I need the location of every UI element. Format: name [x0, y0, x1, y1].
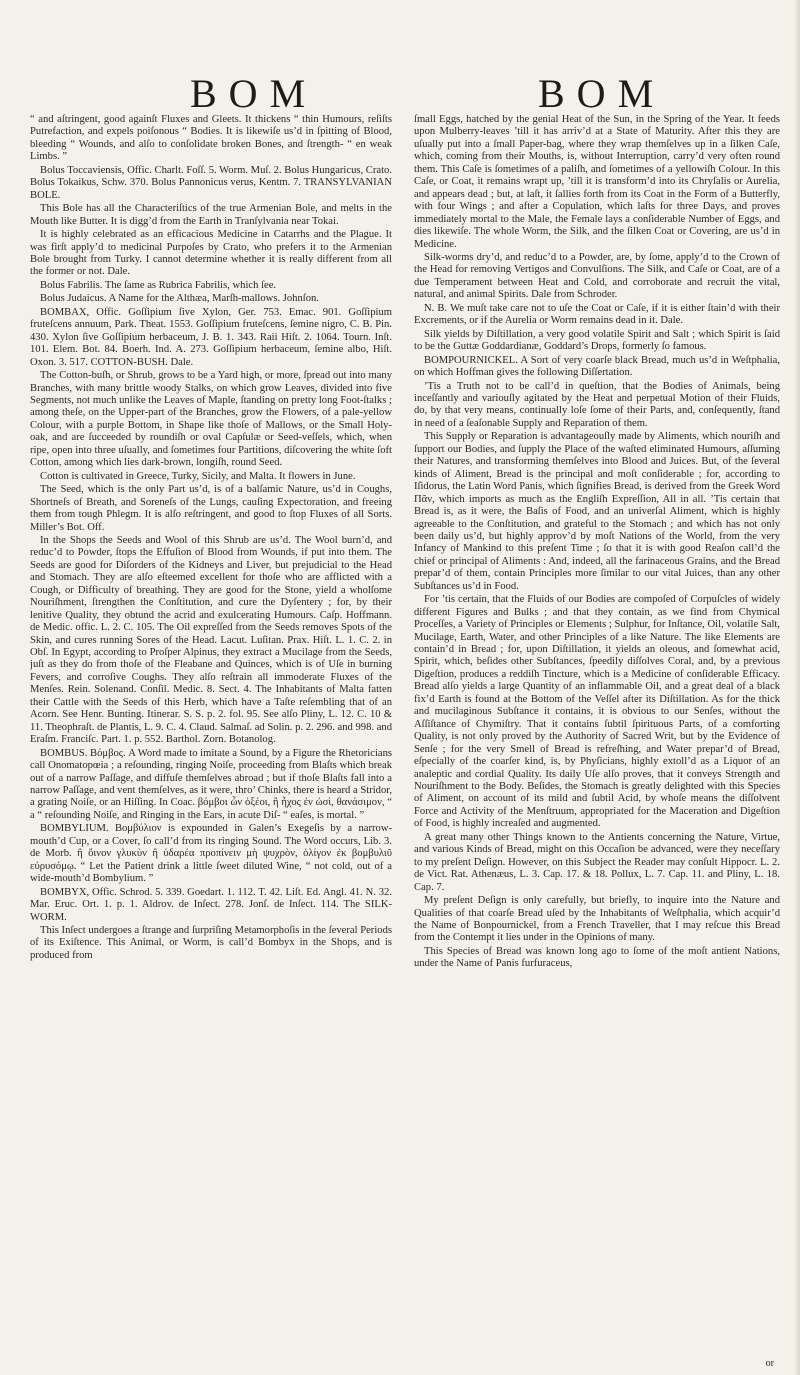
- paragraph: ſmall Eggs, hatched by the genial Heat of the Sun, in the Spring of the Year. It feeds upon Mulberry-leaves ’till it has arriv’d at a State of Maturity. After this they are uſually put into a ſmall Paper-bag, where they wrap themſelves up in a ſilken Caſe, which, coming from their Mouths, is, without Interruption, carry’d very often round them. This Caſe is ſometimes of a paliſh, and ſometimes of a yellowiſh Colour. In this Caſe, or Coat, it remains wrapt up, ’till it is transform’d into its Chryſalis or Aurelia, and appears dead ; but, at laſt, it ſallies forth from its Coat in the Form of a Butterfly, with four Wings ; and after a Copulation, which laſts for three Days, and proves immediately mortal to the Male, the Female lays a conſiderable Number of Eggs, and dies likewiſe. The whole Worm, the Silk, and the ſilken Coat or Covering, are us’d in Medicine.: [414, 114, 780, 250]
- paragraph: The Seed, which is the only Part us’d, is of a balſamic Nature, us’d in Coughs, Shortneſs of Breath, and Soreneſs of the Lungs, cauſing Expectoration, and freeing them from tough Phlegm. It is alſo reſtringent, and good to ſtop Fluxes of all Sorts. Miller’s Bot. Off.: [30, 484, 392, 533]
- paragraph: Bolus Judaicus. A Name for the Althæa, Marſh-mallows. Johnſon.: [40, 293, 319, 305]
- catchword: or: [765, 1358, 774, 1369]
- paragraph: BOMBYX, Offic. Schrod. 5. 339. Goedart. 1. 112. T. 42. Liſt. Ed. Angl. 41. N. 32. Mar. Eruc. Ort. 1. p. 1. Aldrov. de Inſect. 278. Jonſ. de Inſect. 114. The SILK-WORM.: [30, 886, 392, 923]
- paragraph: BOMPOURNICKEL. A Sort of very coarſe black Bread, much us’d in Weſtphalia, on which Hoffman gives the following Diſſertation.: [414, 354, 780, 379]
- paragraph: This Inſect undergoes a ſtrange and ſurpriſing Metamorphoſis in the ſeveral Periods of its Exiſtence. This Animal, or Worm, is call’d Bombyx in the Shops, and is produced from: [30, 925, 392, 961]
- right-column: [414, 114, 780, 1355]
- running-head-left: BOM: [190, 71, 318, 116]
- paragraph: BOMBUS. Βόμβος. A Word made to imitate a Sound, by a Figure the Rhetoricians call Onomatopœia ; a reſounding, ringing Noiſe, proceeding from Blaſts which break out of a narrow Paſſage, and diffuſe themſelves abroad ; but if thoſe Blaſts fall into a narrow Paſſage, and vent themſelves, as it were, thro’ Chinks, there is heard a Stridor, a grating Noiſe, or an Hiſſing. In Coac. βόμβοι ὦν ὀξέοι, ἢ ἦχος ἐν ὠσὶ, θανάσιμον, “ a “ reſounding Noiſe, and Ringing in the Ears, in acute Diſ- “ eaſes, is mortal. ”: [30, 747, 392, 821]
- paragraph: The Cotton-buſh, or Shrub, grows to be a Yard high, or more, ſpread out into many Branches, with many brittle woody Stalks, on which grow Leaves, divided into five Segments, not much unlike the Leaves of Maple, ſtanding on pretty long Foot-ſtalks ; among theſe, on the Upper-part of the Branches, grow the Flowers, of a pale-yellow Colour, with a purple Bottom, in Shape like thoſe of Mallows, or the Small Holy-oak, and are ſucceeded by roundiſh or oval Capſulæ or Seed-veſſels, which, when ripe, open into three uſually, and ſometimes four Partitions, diſcovering the white ſoft Cotton, among which lies dark-brown, longiſh, round Seed.: [30, 370, 392, 469]
- paragraph: N. B. We muſt take care not to uſe the Coat or Caſe, if it is either ſtain’d with their Excrements, or if the Aurelia or Worm remains dead in it. Dale.: [414, 302, 780, 327]
- paragraph: BOMBYLIUM. Βομβύλιον is expounded in Galen’s Exegeſis by a narrow-mouth’d Cup, or a Cover, ſo call’d from its ringing Sound. The Word occurs, Lib. 3. de Morb. ἢ ὄινον γλυκὺν ἢ ὑδαρέα προπίνειν μὴ ψυχρὸν, ὀλίγον ἐκ βομβυλιῦ εὐρυσόμῳ. “ Let the Patient drink a little ſweet diluted Wine, “ not cold, out of a wide-mouth’d Bombylium. ”: [30, 823, 392, 885]
- paragraph: BOMBAX, Offic. Goſſipium ſive Xylon, Ger. 753. Emac. 901. Goſſipium fruteſcens annuum, Park. Theat. 1553. Goſſipium fruteſcens, ſemine nigro, C. B. Pin. 430. Xylon ſive Goſſipium herbaceum, J. B. 1. 343. Raii Hiſt. 2. 1064. Tourn. Inſt. 101. Elem. Bot. 84. Boerh. Ind. A. 273. Goſſipium herbaceum, ſemine albo, Hiſt. Oxon. 3. 517. COTTON-BUSH. Dale.: [30, 306, 392, 368]
- paragraph: Silk yields by Diſtillation, a very good volatile Spirit and Salt ; which Spirit is ſaid to be the Guttæ Goddardianæ, Goddard’s Drops, formerly ſo famous.: [414, 328, 780, 353]
- paragraph: Bolus Toccaviensis, Offic. Charlt. Foſſ. 5. Worm. Muſ. 2. Bolus Hungaricus, Crato. Bolus Tokaikus, Schw. 370. Bolus Pannonicus verus, Kentm. 7. TRANSYLVANIAN BOLE.: [30, 164, 392, 201]
- left-column: [30, 114, 392, 1355]
- paragraph: Silk-worms dry’d, and reduc’d to a Powder, are, by ſome, apply’d to the Crown of the Head for removing Vertigos and Convulſions. The Silk, and Caſe or Coat, are of a due Temperament between Heat and Cold, and corroborate and recruit the vital, natural, and animal Spirits. Dale from Schroder.: [414, 251, 780, 301]
- paragraph: For ’tis certain, that the Fluids of our Bodies are compoſed of Corpuſcles of widely different Figures and Bulks ; and that they contain, as we find from Chymical Proceſſes, a Variety of Principles or Elements ; Sulphur, for Inſtance, Oil, volatile Salt, Mucilage, Earth, Water, and other Principles of a like Nature. The like Elements are contain’d in Bread ; for, upon Diſtillation, it yields an oleous, and ſomewhat acid, Spirit, which, beſides other Subſtances, ſpeedily diſſolves Coral, and, by a previous Digeſtion, produces a reddiſh Tincture, which is a Medicine of conſiderable Efficacy. Bread alſo yields a large Quantity of an inflammable Oil, and a great deal of a black fix’d Earth is found at the Bottom of the Veſſel after its Diſtillation. As for the thick and mucilaginous Subſtance it contains, it is obvious to our Senſes, without the Aſſiſtance of Chymiſtry. That it contains ſubtil ſpirituous Parts, of a comforting Quality, is not only proved by the Authority of Sacred Writ, but by the Evidence of Senſe ; for the very Smell of Bread is refreſhing, and Water prepar’d of Bread, eſpecially of the coarſer kind, is, by Phyſicians, highly extoll’d as a Liquor of an analeptic and cordial Quality. Its daily Uſe alſo proves, that it conveys Strength and Nouriſhment to the Body. Beſides, the Stomach is greatly delighted with this Species of Aliment, on account of its mild and ſubtil Acid, by whoſe means the diſſolvent Force and Activity of the Menſtruum, appropriated for the Maceration and Digeſtion of Food, is highly increaſed and augmented.: [414, 594, 780, 830]
- paragraph: My preſent Deſign is only carefully, but briefly, to inquire into the Nature and Qualities of that coarſe Bread uſed by the Inhabitants of Weſtphalia, which acquir’d the Name of Bonpournickel, from a French Traveller, that I may reſcue this Bread from the Contempt it lies under in the Opinions of many.: [414, 895, 780, 944]
- paragraph: In the Shops the Seeds and Wool of this Shrub are us’d. The Wool burn’d, and reduc’d to Powder, ſtops the Effuſion of Blood from Wounds, if put into them. The Seeds are good for Diſorders of the Kidneys and Liver, but prejudicial to the Head and Stomach. They are alſo eſteemed excellent for thoſe who are afflicted with a Cough, or Difficulty of breathing. They are good for the Stone, yield a wholſome Nouriſhment, ſtrengthen the Conſtitution, and cure the Dyſentery ; for, by their lenitive Quality, they obtund the acrid and exulcerating Humours. Caſp. Hoffmann. de Medic. offic. L. 2. C. 105. The Oil expreſſed from the Seeds removes Spots of the Skin, and cures running Sores of the Head. Lacut. Luſitan. Prax. Hiſt. L. 1. C. 2. in Obſ. In Egypt, according to Proſper Alpinus, they extract a Mucilage from the Seeds, juſt as they do from thoſe of the Fleabane and Quinces, which is of Uſe in burning Fevers, and corroſive Coughs. They alſo reſtrain all immoderate Fluxes of the Menſes. Rein. Solenand. Conſil. Medic. 8. Sect. 4. The Inhabitants of Malta fatten their Cattle with the Seeds of this Herb, which have a Taſte reſembling that of an Acorn. See Henr. Bunting. Itinerar. S. S. p. 2. fol. 95. See alſo Pliny, L. 12. C. 10 & 11. Theophraſt. de Plantis, L. 9. C. 4. Claud. Salmaſ. ad Solin. p. 2. 296. and 998. and Eraſm. Franciſc. Part. 1. p. 552. Barthol. Zorn. Botanolog.: [30, 534, 392, 746]
- paragraph: ’Tis a Truth not to be call’d in queſtion, that the Bodies of Animals, being inceſſantly and variouſly agitated by the Heat and perpetual Motion of their Fluids, do, by that very means, continually loſe ſome of their Parts, and, conſequently, ſtand in need of a ſeaſonable Supply and Reparation of them.: [414, 380, 780, 429]
- running-head-right: BOM: [538, 71, 666, 116]
- paragraph: This Supply or Reparation is advantageouſly made by Aliments, which nouriſh and ſupport our Bodies, and ſupply the Place of the waſted eliminated Humours, aſſuming their Natures, and transforming themſelves into Blood and Juices. But, of the ſeveral kinds of Aliment, Bread is the principal and moſt conſiderable ; for, according to Iſidorus, the Latin Word Panis, which ſignifies Bread, is derived from the Greek Word Πᾶν, which imports as much as the Engliſh Expreſſion, All in all. ’Tis certain that Bread is, as it were, the Baſis of Food, and an univerſal Aliment, which is highly agreeable to the Conſtitution, and grateful to the Stomach ; and which has not only been daily us’d, but highly approv’d by moſt Nations of the World, from the very Infancy of Mankind to this preſent Time ; ſo that it is with good Reaſon call’d the chief or principal of Aliments : And, indeed, all the farinaceous Grains, and the Bread prepar’d of them, contain Principles more ſimilar to our vital Juices, than any other Subſtances us’d in Food.: [414, 431, 780, 592]
- paragraph: A great many other Things known to the Antients concerning the Nature, Virtue, and various Kinds of Bread, might on this Occaſion be advanced, were they neceſſary to my preſent Deſign. However, on this Subject the Reader may conſult Hippocr. L. 2. de Vict. Rat. Athenæus, L. 3. Cap. 17. & 18. Pollux, L. 7. Cap. 11. and Pliny, L. 18. Cap. 7.: [414, 831, 780, 893]
- paragraph: This Bole has all the Characteriſtics of the true Armenian Bole, and melts in the Mouth like Butter. It is digg’d from the Earth in Tranſylvania near Tokai.: [30, 203, 392, 227]
- binding-edge: [794, 0, 800, 1375]
- paragraph: Bolus Fabrilis. The ſame as Rubrica Fabrilis, which ſee.: [40, 279, 277, 291]
- paragraph: This Species of Bread was known long ago to ſome of the moſt antient Nations, under the Name of Panis furfuraceus,: [414, 945, 780, 970]
- paragraph: It is highly celebrated as an efficacious Medicine in Catarrhs and the Plague. It was firſt apply’d to medicinal Purpoſes by Crato, who prefers it to the Armenian Bole brought from Turky. I cannot determine whether it is really different from all the former or not. Dale.: [30, 229, 392, 278]
- paragraph: Cotton is cultivated in Greece, Turky, Sicily, and Malta. It flowers in June.: [40, 470, 356, 482]
- paragraph: “ and aſtringent, good againſt Fluxes and Gleets. It thickens “ thin Humours, reſiſts Putrefaction, and expels poiſonous “ Bodies. It is likewiſe us’d in ſpitting of Blood, bleeding “ Wounds, and alſo to conſolidate broken Bones, and ſtrength- “ en weak Limbs. ”: [30, 114, 392, 163]
